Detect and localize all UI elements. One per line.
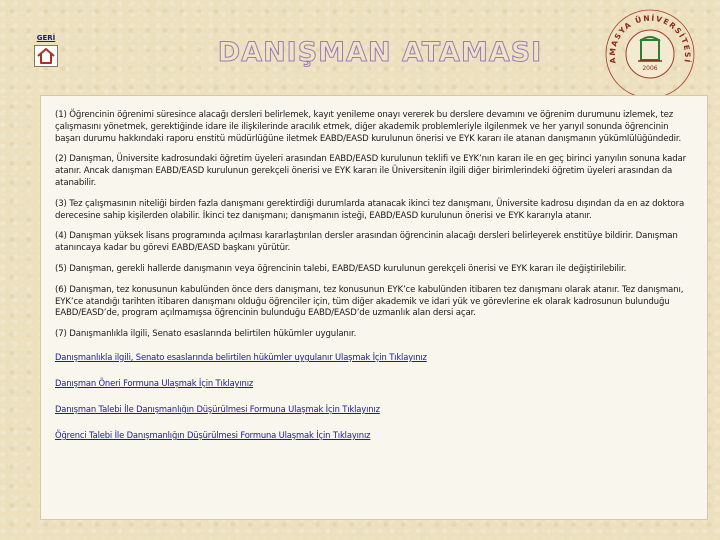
back-button[interactable]	[31, 33, 61, 69]
ogrenci-talebi-form-link[interactable]: Öğrenci Talebi İle Danışmanlığın Düşürülmesi Formuna Ulaşmak İçin Tıklayınız	[55, 429, 371, 440]
back-link[interactable]: GERİ	[36, 34, 56, 42]
danisman-talebi-form-link[interactable]: Danışman Talebi İle Danışmanlığın Düşürülmesi Formuna Ulaşmak İçin Tıklayınız	[55, 403, 380, 414]
paragraph: (1) Öğrencinin öğrenimi süresince alacağı dersleri belirlemek, kayıt yenileme onayı vererek bu derslere devamını ve öğrenim durumunu izlemek, tez çalışmasını yönetmek, gerektiğinde idare ile ilişkilerinde aracılık etmek, diğer akademik problemleriyle ilgilenmek ve her yarıyıl sonunda öğrencinin başarı durumu hakkındaki raporu enstitü müdürlüğüne iletmek EABD/EASD kurulunun önerisi ve EYK kararı ile atanan danışmanın yükümlülüğündedir.	[55, 110, 682, 144]
university-logo	[602, 4, 698, 100]
logo-arc-text: AMASYA ÜNİVERSİTESİ	[607, 13, 693, 65]
senato-esaslari-link[interactable]: Danışmanlıkla ilgili, Senato esaslarında belirtilen hükümler uygulanır Ulaşmak İçin Tıklayınız	[55, 351, 427, 362]
danisman-oneri-form-link[interactable]: Danışman Öneri Formuna Ulaşmak İçin Tıklayınız	[55, 377, 254, 388]
paragraph: (5) Danışman, gerekli hallerde danışmanın veya öğrencinin talebi, EABD/EASD kurulunun gerekçeli önerisi ve EYK kararı ile değiştirilebilir.	[55, 263, 627, 274]
page-title: DANIŞMAN ATAMASI	[217, 37, 543, 68]
paragraph: (4) Danışman yüksek lisans programında açılması kararlaştırılan dersler arasından öğrencinin alacağı dersleri belirleyerek enstitüye bildirir. Danışman atanıncaya kadar bu görevi EABD/EASD başkanı yürütür.	[55, 231, 678, 254]
paragraph: (2) Danışman, Üniversite kadrosundaki öğretim üyeleri arasından EABD/EASD kurulunun teklifi ve EYK’nın kararı ile en geç birinci yarıyılın sonuna kadar atanır. Ancak danışman EABD/EASD kurulunun gerekçeli önerisi ve EYK kararı ile Üniversitenin ilgili diğer birimlerindeki öğretim üyeleri arasından da atanabilir.	[55, 154, 687, 188]
paragraph: (3) Tez çalışmasının niteliği birden fazla danışmanı gerektirdiği durumlarda atanacak ikinci tez danışmanı, Üniversite kadrosu dışından da en az doktora derecesine sahip kişilerden olabilir. İkinci tez danışmanı; danışmanın isteği, EABD/EASD kurulunun önerisi ve EYK kararıyla atanır.	[55, 198, 685, 221]
paragraph: (7) Danışmanlıkla ilgili, Senato esaslarında belirtilen hükümler uygulanır.	[55, 329, 357, 340]
content-panel	[40, 95, 708, 520]
links-list	[55, 352, 695, 441]
paragraph: (6) Danışman, tez konusunun kabulünden önce ders danışmanı, tez konusunun EYK’ce kabulünden itibaren tez danışmanı olarak atanır. Tez danışmanı, EYK’ce atandığı tarihten itibaren danışmanı olduğu öğrenciler için, tüm diğer akademik ve idari yük ve görevlerine ek olarak kadrosunun bulunduğu EABD/EASD’de, program açılmamışsa öğrencinin bulunduğu EABD/EASD’de uzmanlık alan dersi açar.	[55, 284, 684, 319]
logo-year: 2006	[642, 65, 658, 72]
home-icon[interactable]	[34, 45, 58, 67]
